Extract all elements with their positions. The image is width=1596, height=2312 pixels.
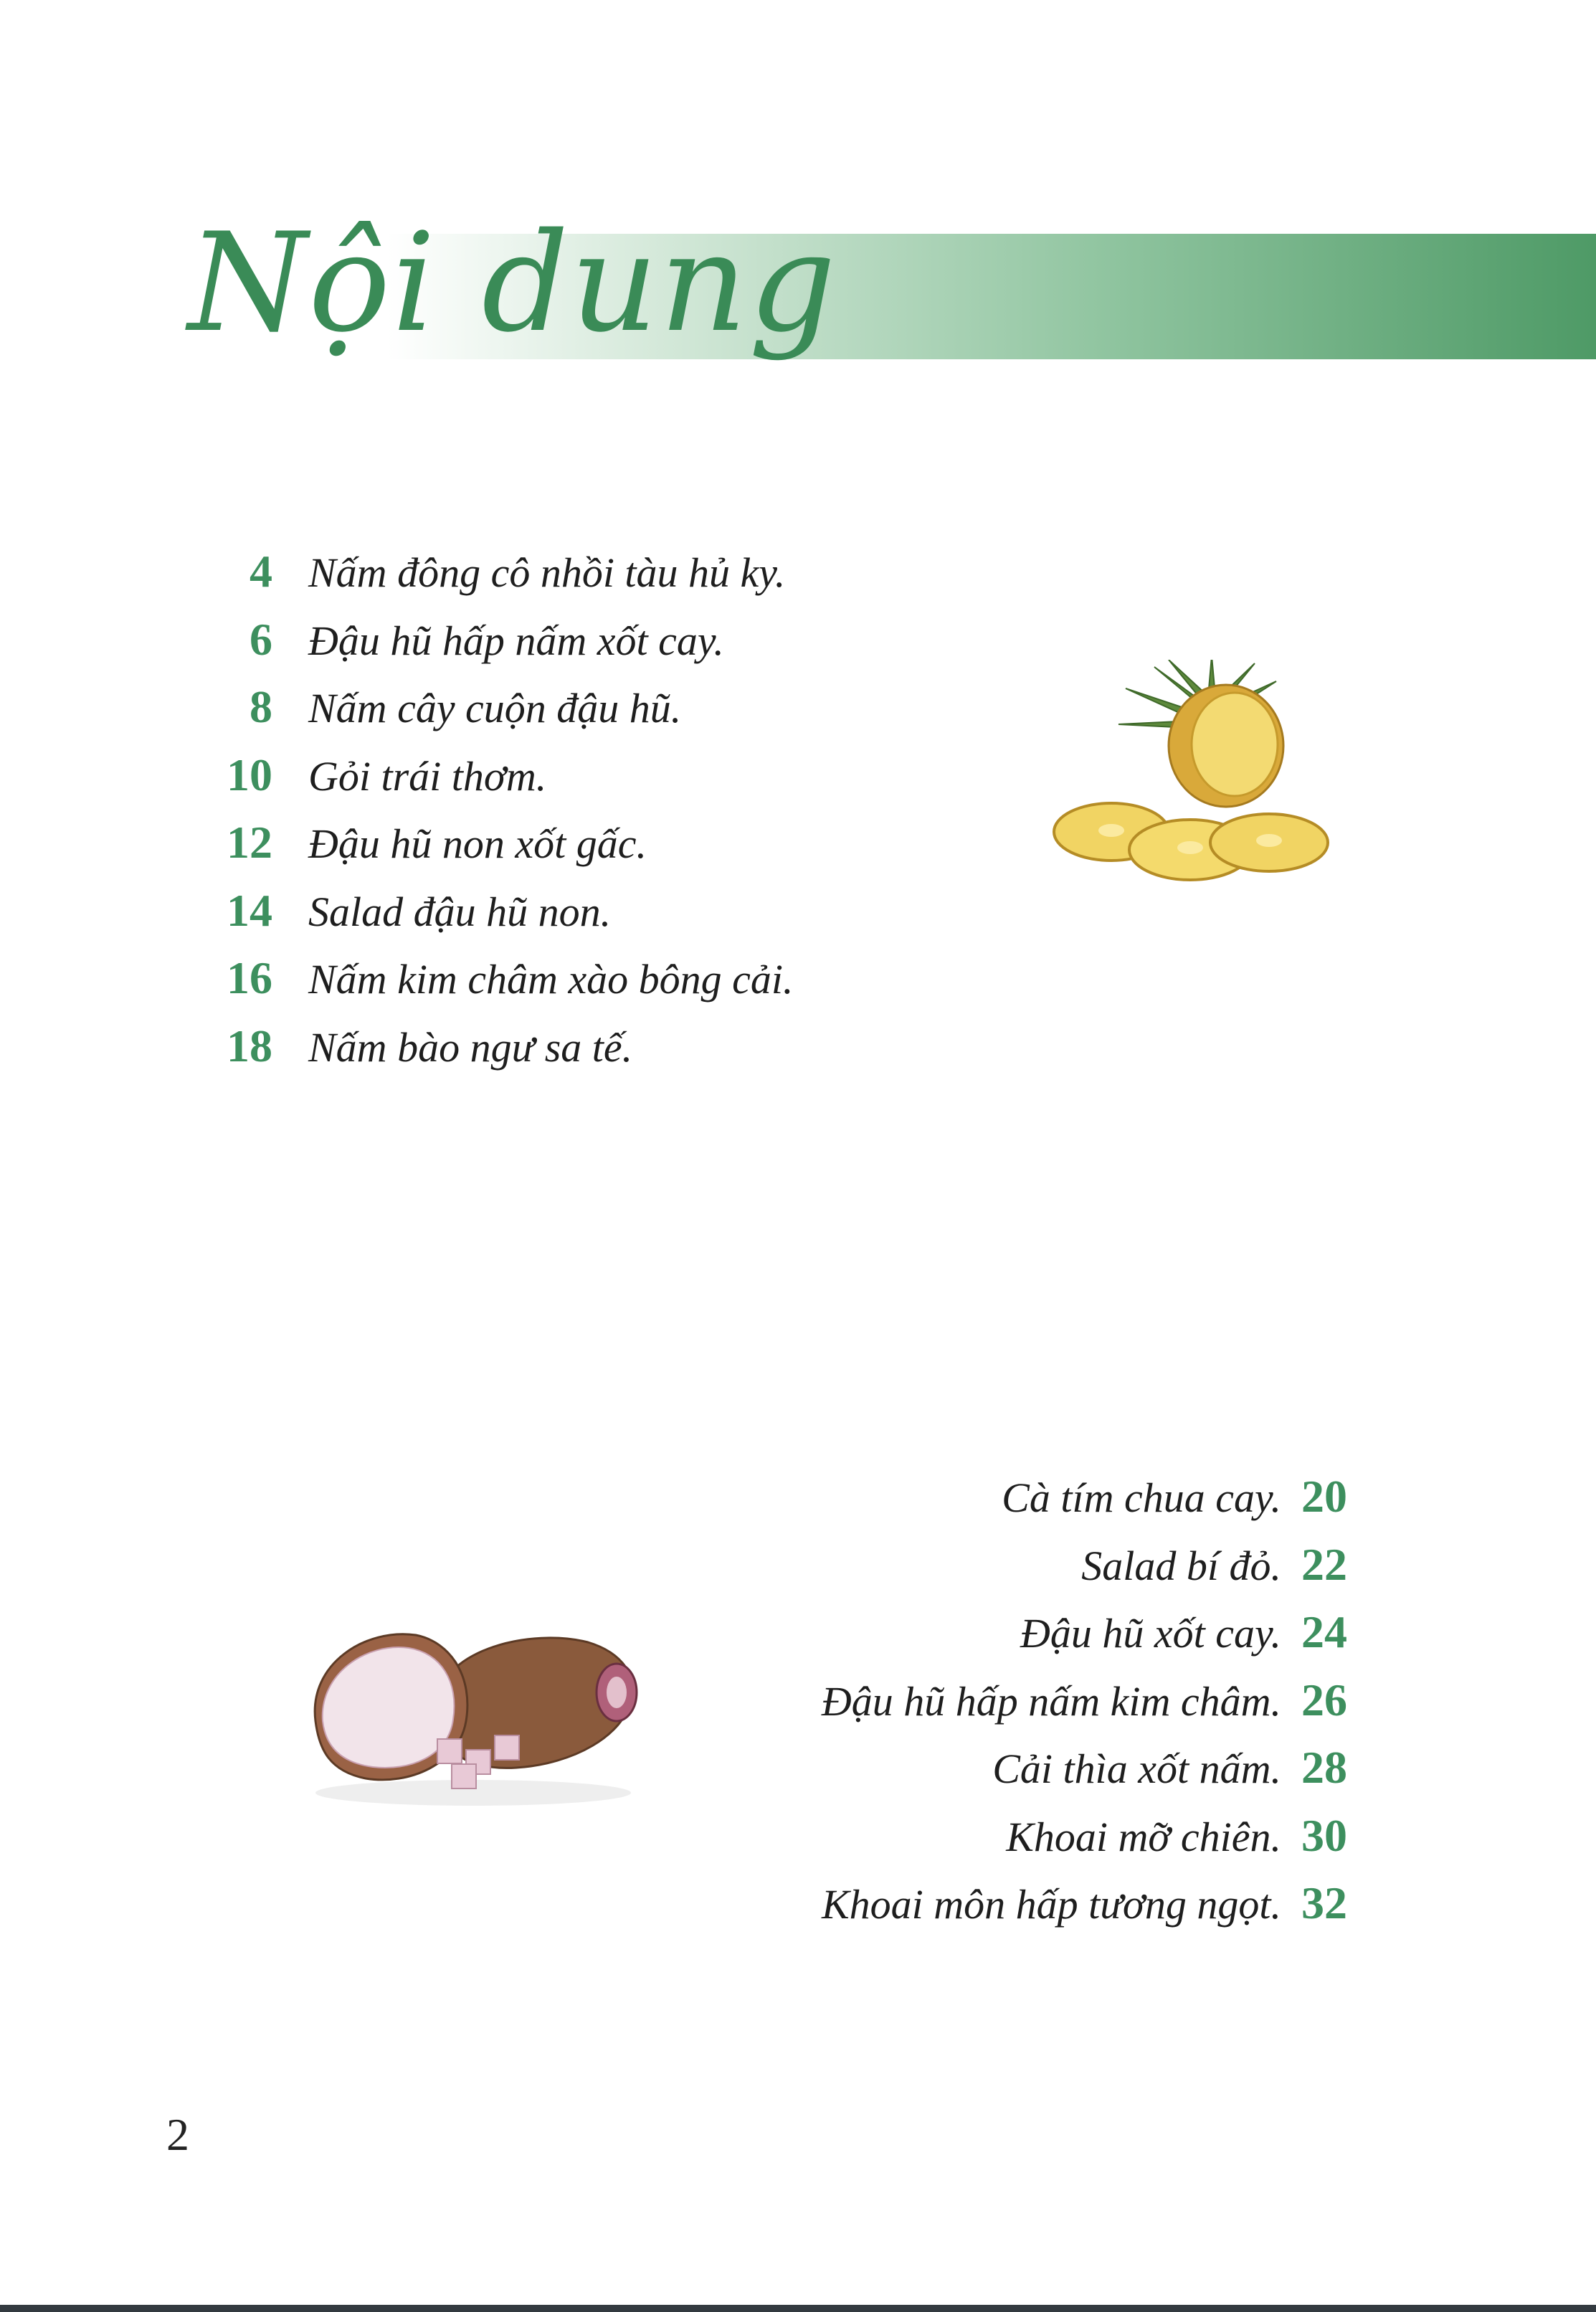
toc-entry-title: Salad bí đỏ. [1081, 1542, 1281, 1589]
toc-entry-title: Cải thìa xốt nấm. [992, 1745, 1281, 1792]
toc-entry-title: Salad đậu hũ non. [308, 888, 612, 935]
taro-icon [301, 1614, 652, 1814]
pineapple-cut-face [1192, 693, 1278, 796]
toc-entry-title: Khoai mỡ chiên. [1006, 1813, 1281, 1860]
toc-entry[interactable] [201, 816, 989, 884]
toc-page-number: 32 [1301, 1877, 1347, 1928]
toc-entry-title: Nấm bào ngư sa tế. [308, 1023, 633, 1071]
toc-entry-title: Đậu hũ xốt cay. [1020, 1610, 1281, 1657]
toc-list-left [201, 545, 989, 1087]
toc-page-number: 10 [227, 749, 272, 800]
page-number: 2 [166, 2109, 189, 2160]
toc-page-number: 28 [1301, 1742, 1347, 1793]
toc-entry[interactable] [201, 545, 989, 613]
toc-entry-title: Khoai môn hấp tương ngọt. [821, 1881, 1281, 1928]
toc-entry[interactable] [645, 1741, 1380, 1809]
toc-entry[interactable] [201, 749, 989, 817]
toc-entry-title: Nấm kim châm xào bông cải. [308, 956, 794, 1003]
toc-entry-title: Nấm đông cô nhồi tàu hủ ky. [308, 549, 786, 596]
toc-page-number: 14 [227, 884, 272, 936]
toc-entry-title: Đậu hũ non xốt gấc. [308, 820, 647, 867]
pineapple-icon [1047, 660, 1334, 889]
toc-entry[interactable] [645, 1809, 1380, 1877]
toc-page-number: 20 [1301, 1471, 1347, 1522]
toc-page-number: 24 [1301, 1606, 1347, 1657]
toc-page-number: 12 [227, 817, 272, 868]
toc-entry[interactable] [201, 681, 989, 749]
page-title: Nội dung [188, 204, 837, 362]
toc-page-number: 26 [1301, 1674, 1347, 1725]
page-bottom-edge [0, 2305, 1596, 2312]
toc-entry-title: Đậu hũ hấp nấm kim châm. [821, 1677, 1281, 1725]
toc-entry[interactable] [645, 1470, 1380, 1538]
toc-page-number: 18 [227, 1020, 272, 1071]
toc-page-number: 16 [227, 952, 272, 1003]
toc-list-right [645, 1470, 1380, 1945]
toc-entry[interactable] [201, 952, 989, 1020]
toc-page-number: 4 [250, 546, 272, 597]
toc-page-number: 6 [250, 613, 272, 665]
toc-entry[interactable] [201, 613, 989, 681]
toc-entry[interactable] [645, 1877, 1380, 1945]
toc-page-number: 8 [250, 681, 272, 732]
toc-entry[interactable] [201, 884, 989, 952]
toc-entry[interactable] [645, 1606, 1380, 1674]
toc-entry-title: Đậu hũ hấp nấm xốt cay. [308, 617, 724, 664]
toc-entry[interactable] [201, 1020, 989, 1088]
toc-page-number: 22 [1301, 1538, 1347, 1590]
toc-entry[interactable] [645, 1674, 1380, 1742]
toc-entry-title: Nấm cây cuộn đậu hũ. [308, 685, 682, 731]
toc-page-number: 30 [1301, 1809, 1347, 1861]
toc-entry[interactable] [645, 1538, 1380, 1606]
toc-entry-title: Gỏi trái thơm. [308, 752, 547, 800]
toc-entry-title: Cà tím chua cay. [1002, 1474, 1281, 1521]
